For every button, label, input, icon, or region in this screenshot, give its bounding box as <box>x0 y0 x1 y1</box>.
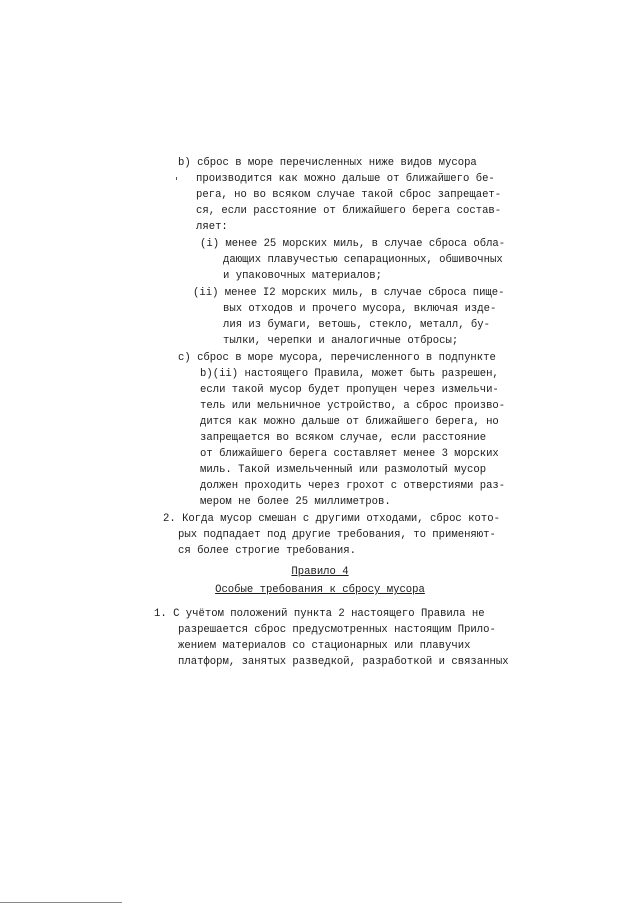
item-2-line: рых подпадает под другие требования, то применяют- <box>178 529 496 541</box>
margin-mark <box>176 177 177 180</box>
item-b-line: производится как можно дальше от ближайшего бе- <box>196 173 495 185</box>
item-c-line: b)(ii) настоящего Правила, может быть разрешен, <box>200 368 499 380</box>
item-c-line: дится как можно дальше от ближайшего берега, но <box>200 416 499 428</box>
item-c-line: мером не более 25 миллиметров. <box>200 496 391 508</box>
item-c-line: запрещается во всяком случае, если расстояние <box>200 432 487 444</box>
item-c-line: c) сброс в море мусора, перечисленного в подпункте <box>178 352 496 364</box>
item-c-line: должен проходить через грохот с отверстиями раз- <box>200 480 506 492</box>
item-1-line: жением материалов со стационарных или плавучих <box>178 640 471 652</box>
item-1-line: разрешается сброс предусмотренных настоящим Прило- <box>178 624 496 636</box>
scan-edge-line <box>0 902 122 903</box>
item-b-ii-line: тылки, черепки и аналогичные отбросы; <box>223 335 459 347</box>
item-2-line: 2. Когда мусор смешан с другими отходами, сброс кото- <box>163 513 500 525</box>
item-b-line: ся, если расстояние от ближайшего берега состав- <box>196 205 502 217</box>
item-c-line: если такой мусор будет пропущен через измельчи- <box>200 384 499 396</box>
item-b-ii-line: (ii) менее I2 морских миль, в случае сброса пище- <box>193 287 505 299</box>
item-b-i-line: (i) менее 25 морских миль, в случае сброса обла- <box>200 238 506 250</box>
item-b-i-line: дающих плавучестью сепарационных, обшивочных <box>223 254 503 266</box>
item-2-line: ся более строгие требования. <box>178 545 357 557</box>
item-b-i-line: и упаковочных материалов; <box>223 270 382 282</box>
rule-subtitle: Особые требования к сбросу мусора <box>215 584 425 596</box>
item-1-line: 1. С учётом положений пункта 2 настоящего Правила не <box>154 608 485 620</box>
item-b-ii-line: вых отходов и прочего мусора, включая изде- <box>223 303 497 315</box>
item-b-line: ляет: <box>196 221 228 233</box>
item-b-line: b) сброс в море перечисленных ниже видов мусора <box>178 157 477 169</box>
item-c-line: от ближайшего берега составляет менее 3 морских <box>200 448 499 460</box>
item-b-line: рега, но во всяком случае такой сброс запрещает- <box>196 189 502 201</box>
item-1-line: платформ, занятых разведкой, разработкой и связанных <box>178 656 509 668</box>
item-b-ii-line: лия из бумаги, ветошь, стекло, металл, бу- <box>223 319 491 331</box>
item-c-line: тель или мельничное устройство, а сброс произво- <box>200 400 506 412</box>
rule-title: Правило 4 <box>291 566 349 578</box>
item-c-line: миль. Такой измельченный или размолотый мусор <box>200 464 487 476</box>
